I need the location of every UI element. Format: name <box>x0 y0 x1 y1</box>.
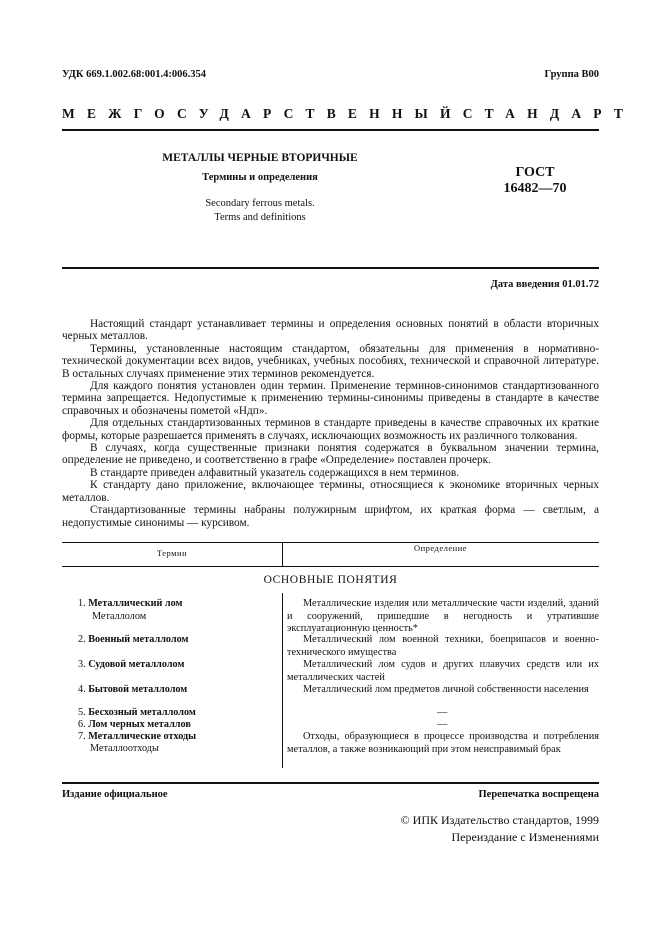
term-name: Судовой металлолом <box>88 659 185 670</box>
table-row-definition: Металлический лом военной техники, боеприпасов и военно-технического имущества <box>287 634 599 658</box>
paragraph: В стандарте приведен алфавитный указатель содержащихся в нем терминов. <box>90 466 460 479</box>
official-edition: Издание официальное <box>62 789 168 800</box>
title-rule <box>62 267 599 269</box>
term-name: Лом черных металлов <box>88 719 191 730</box>
reissue-note: Переиздание с Изменениями <box>451 830 599 844</box>
title-block <box>120 152 400 225</box>
english-title-line2: Terms and definitions <box>214 212 306 223</box>
column-term: Термин <box>156 548 188 558</box>
preamble <box>62 318 599 529</box>
copyright-block <box>401 812 599 846</box>
term-short-form: Металлоотходы <box>90 743 159 754</box>
table-row-term: 1. Металлический лом <box>78 598 183 609</box>
definition-dash: — <box>437 707 448 718</box>
banner-left: МЕЖГОСУДАРСТВЕННЫЙ <box>62 106 463 121</box>
gost-number <box>480 165 590 197</box>
document-subtitle: Термины и определения <box>202 172 318 183</box>
term-name: Военный металлолом <box>88 634 189 645</box>
term-name: Бесхозный металлолом <box>88 707 196 718</box>
document-title: МЕТАЛЛЫ ЧЕРНЫЕ ВТОРИЧНЫЕ <box>162 152 358 164</box>
table-row-term: 5. Бесхозный металлолом <box>78 707 196 718</box>
paragraph: Для отдельных стандартизованных терминов в стандарте приведены в качестве справочных их краткие формы, которые разрешается применять в случаях, исключающих возможность их различного толкования. <box>62 417 599 442</box>
table-row-definition: Металлические изделия или металлические части изделий, зданий и сооружений, пришедшие в негодность и утратившие эксплуатационную ценность* <box>287 598 599 635</box>
table-row-term: 3. Судовой металлолом <box>78 659 185 670</box>
gost-code: 16482—70 <box>503 181 567 196</box>
table-row-definition: Металлический лом судов и других плавучих средств или их металлических частей <box>287 659 599 683</box>
udk-code: УДК 669.1.002.68:001.4:006.354 <box>62 69 206 80</box>
copyright: © ИПК Издательство стандартов, 1999 <box>400 813 599 827</box>
banner-right: СТАНДАРТ <box>462 106 636 121</box>
footer-rule <box>62 782 599 784</box>
paragraph: Термины, установленные настоящим стандартом, обязательны для применения в нормативно-технической документации всех видов, учебниках, учебных пособиях, технической и справочной литературе. В остальных случаях применение этих терминов рекомендуется. <box>62 342 599 380</box>
english-title-line1: Secondary ferrous metals. <box>205 198 315 209</box>
reprint-forbidden: Перепечатка воспрещена <box>478 789 599 800</box>
table-row-term: 4. Бытовой металлолом <box>78 684 188 695</box>
paragraph: Стандартизованные термины набраны полужирным шрифтом, их краткая форма — светлым, а недопустимые синонимы — курсивом. <box>62 504 599 529</box>
table-row-term: 2. Военный металлолом <box>78 634 189 645</box>
term-short-form: Металлолом <box>92 611 147 622</box>
table-header-rule <box>62 566 599 567</box>
term-name: Бытовой металлолом <box>88 684 188 695</box>
table-row-definition: Отходы, образующиеся в процессе производства и потребления металлов, а также возникающий при этом неисправимый брак <box>287 731 599 755</box>
term-name: Металлический лом <box>88 598 183 609</box>
definition-dash: — <box>437 719 448 730</box>
table-row-definition: Металлический лом предметов личной собственности населения <box>303 684 589 695</box>
term-name: Металлические отходы <box>88 731 197 742</box>
column-definition: Определение <box>413 543 468 553</box>
paragraph: Для каждого понятия установлен один термин. Применение терминов-синонимов стандартизованного термина запрещается. Недопустимые к применению термины-синонимы приведены в стандарте в качестве справочных и обозначены пометой «Ндп». <box>62 380 599 417</box>
english-title <box>120 197 400 225</box>
paragraph: В случаях, когда существенные признаки понятия содержатся в буквальном значении термина, определение не приведено, и соответственно в графе «Определение» поставлен прочерк. <box>62 442 599 467</box>
banner-rule <box>62 129 599 131</box>
paragraph: Настоящий стандарт устанавливает термины и определения основных понятий в области вторичных черных металлов. <box>62 318 599 343</box>
paragraph: К стандарту дано приложение, включающее термины, относящиеся к экономике вторичных черных металлов. <box>62 479 599 504</box>
introduction-date: Дата введения 01.01.72 <box>490 279 599 290</box>
group-code: Группа В00 <box>544 69 599 80</box>
table-column-divider <box>282 593 283 768</box>
gost-label: ГОСТ <box>515 165 555 180</box>
table-row-term: 6. Лом черных металлов <box>78 719 191 730</box>
table-row-term: 7. Металлические отходы <box>78 731 197 742</box>
standard-banner <box>62 106 636 122</box>
section-heading: ОСНОВНЫЕ ПОНЯТИЯ <box>263 574 398 586</box>
table-header <box>62 544 599 566</box>
